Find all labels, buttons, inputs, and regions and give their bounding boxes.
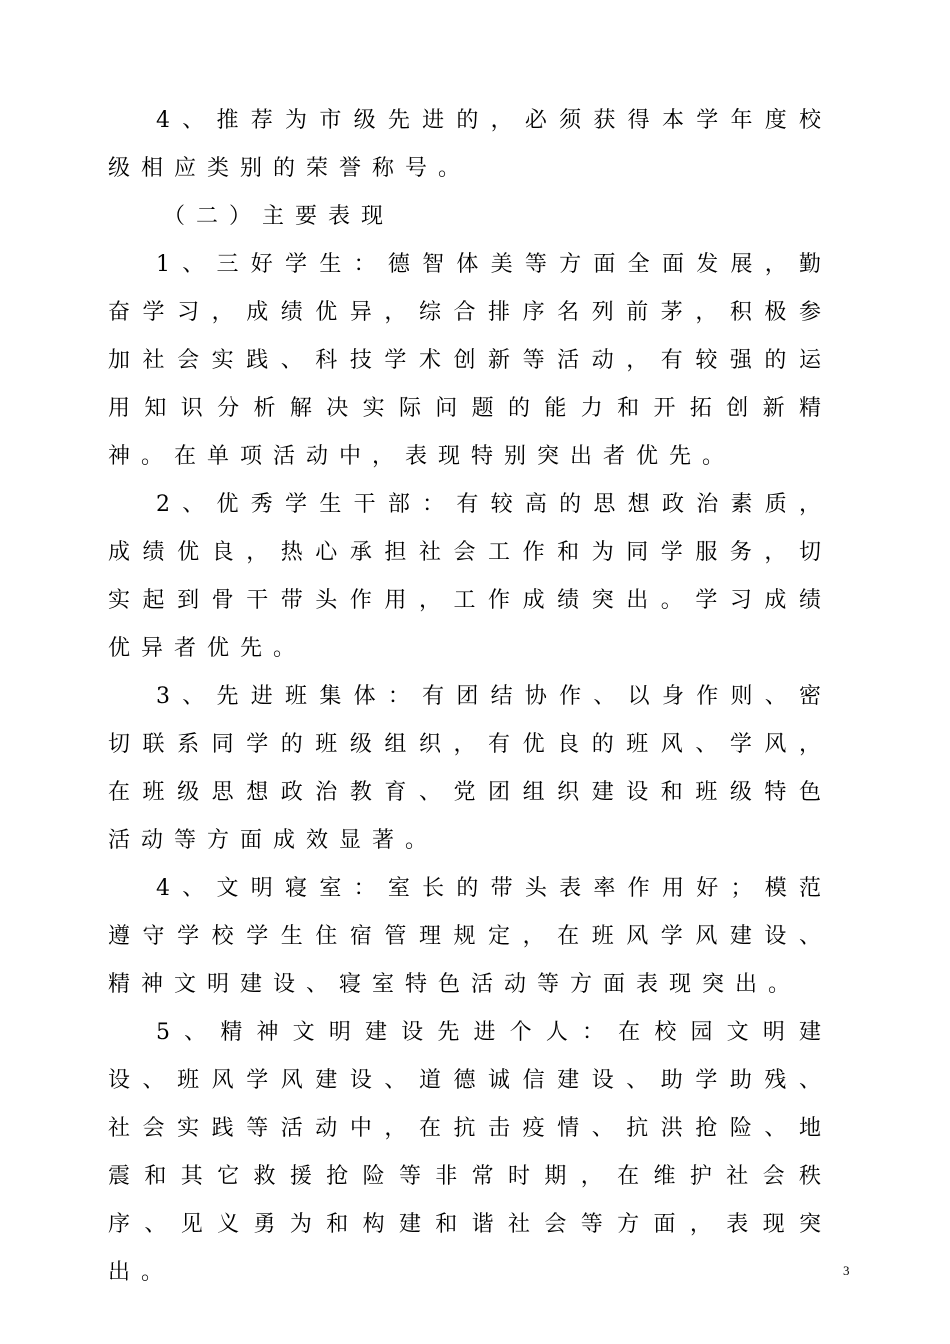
body-text [108, 97, 832, 1297]
paragraph-civilized-dormitory: 4、文明寝室：室长的带头表率作用好；模范遵守学校学生住宿管理规定，在班风学风建设、精神文明建设、寝室特色活动等方面表现突出。 [108, 876, 832, 997]
paragraph-excellent-student-cadre: 2、优秀学生干部：有较高的思想政治素质，成绩优良，热心承担社会工作和为同学服务，切实起到骨干带头作用，工作成绩突出。学习成绩优异者优先。 [108, 492, 832, 661]
section-heading-main-performance: （二）主要表现 [163, 204, 395, 229]
paragraph-advanced-class: 3、先进班集体：有团结协作、以身作则、密切联系同学的班级组织，有优良的班风、学风，在班级思想政治教育、党团组织建设和班级特色活动等方面成效显著。 [108, 684, 832, 853]
paragraph-merit-student: 1、三好学生：德智体美等方面全面发展，勤奋学习，成绩优异，综合排序名列前茅，积极参加社会实践、科技学术创新等活动，有较强的运用知识分析解决实际问题的能力和开拓创新精神。在单项活动中，表现特别突出者优先。 [108, 252, 832, 469]
paragraph-civilization-advanced-individual: 5、精神文明建设先进个人：在校园文明建设、班风学风建设、道德诚信建设、助学助残、社会实践等活动中，在抗击疫情、抗洪抢险、地震和其它救援抢险等非常时期，在维护社会秩序、见义勇为和构建和谐社会等方面，表现突出。 [108, 1020, 832, 1285]
page-number: 3 [843, 1263, 850, 1278]
paragraph-city-advanced-requirement: 4、推荐为市级先进的，必须获得本学年度校级相应类别的荣誉称号。 [108, 108, 832, 181]
